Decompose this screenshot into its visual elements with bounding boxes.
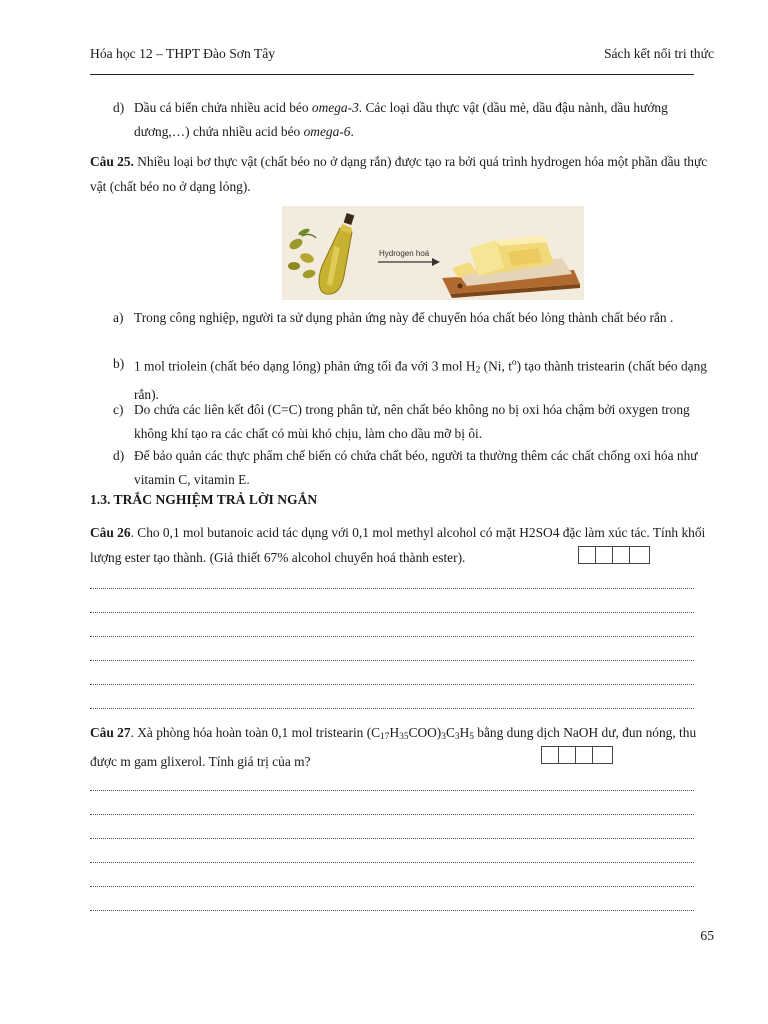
option-label: a) [113,310,124,325]
question-label: Câu 25. [90,154,134,169]
hydrogenation-illustration [282,206,584,300]
header-title: Hóa học 12 – THPT Đào Sơn Tây [90,46,276,61]
question-text: . Xà phòng hóa hoàn toàn 0,1 mol tristearin $(C_{17}H_{35}COO)_3C_3H_5$ bằng dung dịch NaOH dư, đun nóng, thu được m gam glixerol. Tính giá trị của m? [90,725,697,769]
option-text: Do chứa các liên kết đôi (C=C) trong phân tử, nên chất béo không no bị oxi hóa chậm bởi oxygen trong không khí tạo ra các chất có mùi khó chịu, làm cho dầu mỡ bị ôi. [134,402,690,441]
answer-line[interactable] [90,886,694,887]
option-label: b) [113,356,125,371]
figure-label: Hydrogen hoá [379,249,430,258]
question-label: Câu 27 [90,725,131,740]
answer-line[interactable] [90,790,694,791]
option-label: c) [113,402,124,417]
q25-option-c [113,398,713,444]
header-divider [90,74,694,75]
header-book: Sách kết nối tri thức [603,46,714,61]
q24-option-d [113,96,713,144]
answer-line[interactable] [90,684,694,685]
answer-line[interactable] [90,708,694,709]
option-text: Để bảo quản các thực phẩm chế biến có chứa chất béo, người ta thường thêm các chất chống oxi hóa như vitamin C, vitamin E. [134,448,698,487]
answer-line[interactable] [90,838,694,839]
answer-line[interactable] [90,636,694,637]
option-text: 1 mol triolein (chất béo dạng lỏng) phản ứng tối đa với 3 mol $H_2$ (Ni, $t^o$) tạo thành tristearin (chất béo dạng rắn). [134,358,707,402]
option-label: d) [113,100,125,115]
answer-box[interactable] [541,746,613,764]
answer-box[interactable] [578,546,650,564]
q25-option-a [113,306,713,352]
answer-line[interactable] [90,588,694,589]
question-text: Nhiều loại bơ thực vật (chất béo no ở dạng rắn) được tạo ra bởi quá trình hydrogen hóa một phần dầu thực vật (chất béo no ở dạng lỏng). [90,154,708,194]
section-heading: 1.3. TRẮC NGHIỆM TRẢ LỜI NGẮN [90,492,318,507]
option-label: d) [113,448,125,463]
q25-option-b [113,352,713,402]
page-number: 65 [700,928,714,943]
answer-line[interactable] [90,814,694,815]
question-text: . Cho 0,1 mol butanoic acid tác dụng với 0,1 mol methyl alcohol có mặt H2SO4 đặc làm xúc tác. Tính khối lượng ester tạo thành. (Giả thiết 67% alcohol chuyển hoá thành ester). [90,525,706,565]
answer-line[interactable] [90,612,694,613]
question-27 [90,721,714,774]
q25-option-d [113,444,713,490]
hydrogenation-figure [282,206,584,300]
option-text: Dầu cá biển chứa nhiều acid béo omega-3. Các loại dầu thực vật (dầu mè, dầu đậu nành, dầu hướng dương,…) chứa nhiều acid béo omega-6. [134,100,668,139]
answer-line[interactable] [90,660,694,661]
answer-line[interactable] [90,910,694,911]
question-25 [90,150,714,199]
option-text: Trong công nghiệp, người ta sử dụng phản ứng này để chuyển hóa chất béo lỏng thành chất béo rắn . [134,310,674,325]
answer-line[interactable] [90,862,694,863]
question-label: Câu 26 [90,525,131,540]
